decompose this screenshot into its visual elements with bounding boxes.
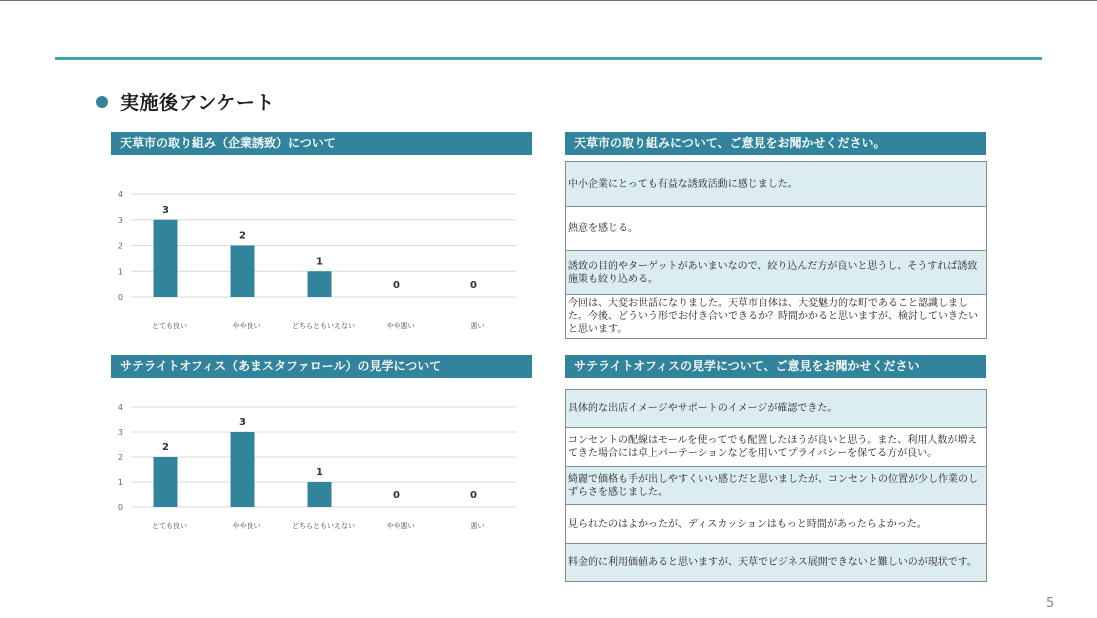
q1-chart: [111, 180, 531, 340]
data-label: 0: [470, 490, 477, 501]
q1-header: 天草市の取り組み（企業誘致）について: [111, 132, 532, 155]
category-label: やや悪い: [386, 322, 415, 330]
data-label: 1: [316, 467, 323, 478]
q2-chart: [111, 394, 531, 540]
bar: [308, 271, 332, 297]
y-tick-label: 2: [117, 453, 123, 462]
comment-row: [566, 295, 987, 339]
bar: [231, 246, 255, 298]
y-tick-label: 0: [117, 293, 123, 302]
bar: [154, 457, 178, 507]
data-label: 3: [162, 204, 169, 216]
accent-rule: [55, 57, 1042, 60]
category-label: 悪い: [470, 522, 485, 530]
comment-row: [566, 544, 987, 582]
comment-cell: 見られたのはよかったが、ディスカッションはもっと時間があったらよかった。: [566, 505, 987, 544]
y-tick-label: 3: [117, 215, 123, 225]
comment-row: [566, 390, 987, 428]
data-label: 0: [393, 280, 400, 291]
q2-header: サテライトオフィス（あまスタファロール）の見学について: [111, 355, 532, 378]
y-tick-label: 3: [117, 428, 123, 437]
category-label: とても良い: [152, 322, 187, 330]
bar: [154, 220, 178, 297]
data-label: 1: [316, 256, 323, 268]
comment-row: [566, 505, 987, 544]
top-border: [0, 0, 1097, 1]
y-tick-label: 1: [117, 267, 123, 277]
category-label: やや悪い: [386, 522, 415, 530]
q2-comments-table: [565, 389, 987, 582]
data-label: 3: [239, 417, 246, 428]
category-label: 悪い: [470, 322, 485, 330]
comment-cell: 具体的な出店イメージやサポートのイメージが確認できた。: [566, 390, 987, 428]
category-label: やや良い: [232, 322, 261, 330]
comment-row: [566, 207, 987, 251]
q1-comments-table: [565, 161, 987, 339]
q1-comments-header: 天草市の取り組みについて、ご意見をお聞かせください。: [565, 132, 986, 155]
y-tick-label: 4: [117, 403, 123, 412]
y-tick-label: 2: [117, 241, 123, 251]
y-tick-label: 4: [117, 190, 123, 199]
bar: [308, 482, 332, 507]
category-label: とても良い: [152, 522, 187, 530]
q1-chart-svg: [111, 180, 531, 340]
slide-title: 実施後アンケート: [120, 92, 275, 114]
data-label: 0: [470, 280, 477, 291]
comment-cell: 誘致の目的やターゲットがあいまいなので、絞り込んだ方が良いと思うし、そうすれば誘致施策も絞り込める。: [566, 251, 987, 295]
comment-row: [566, 251, 987, 295]
category-label: どちらともいえない: [292, 522, 355, 530]
title-row: [96, 88, 275, 115]
data-label: 2: [162, 442, 169, 453]
category-label: どちらともいえない: [292, 322, 355, 330]
comment-cell: 綺麗で価格も手が出しやすくいい感じだと思いましたが、コンセントの位置が少し作業のしずらさを感じました。: [566, 467, 987, 505]
page-number: 5: [1046, 596, 1055, 611]
bar: [231, 432, 255, 507]
q2-chart-svg: [111, 394, 531, 540]
y-tick-label: 0: [117, 503, 123, 512]
q2-comments-header: サテライトオフィスの見学について、ご意見をお聞かせください: [565, 355, 986, 378]
comment-row: [566, 428, 987, 467]
data-label: 0: [393, 490, 400, 501]
y-tick-label: 1: [117, 478, 123, 487]
comment-cell: 料金的に利用価値あると思いますが、天草でビジネス展開できないと難しいのが現状です。: [566, 544, 987, 582]
category-label: やや良い: [232, 522, 261, 530]
comment-cell: 今回は、大変お世話になりました。天草市自体は、大変魅力的な町であること認識しました。今後、どういう形でお付き合いできるか？時間かかると思いますが、検討していきたいと思います。: [566, 295, 987, 339]
comment-cell: 熱意を感じる。: [566, 207, 987, 251]
bullet-dot-icon: [96, 96, 108, 108]
comment-row: [566, 467, 987, 505]
comment-cell: コンセントの配線はモールを使ってでも配置したほうが良いと思う。また、利用人数が増えてきた場合には卓上パーテーションなどを用いてプライバシーを保てる方が良い。: [566, 428, 987, 467]
comment-cell: 中小企業にとっても有益な誘致活動に感じました。: [566, 162, 987, 207]
comment-row: [566, 162, 987, 207]
data-label: 2: [239, 230, 246, 242]
